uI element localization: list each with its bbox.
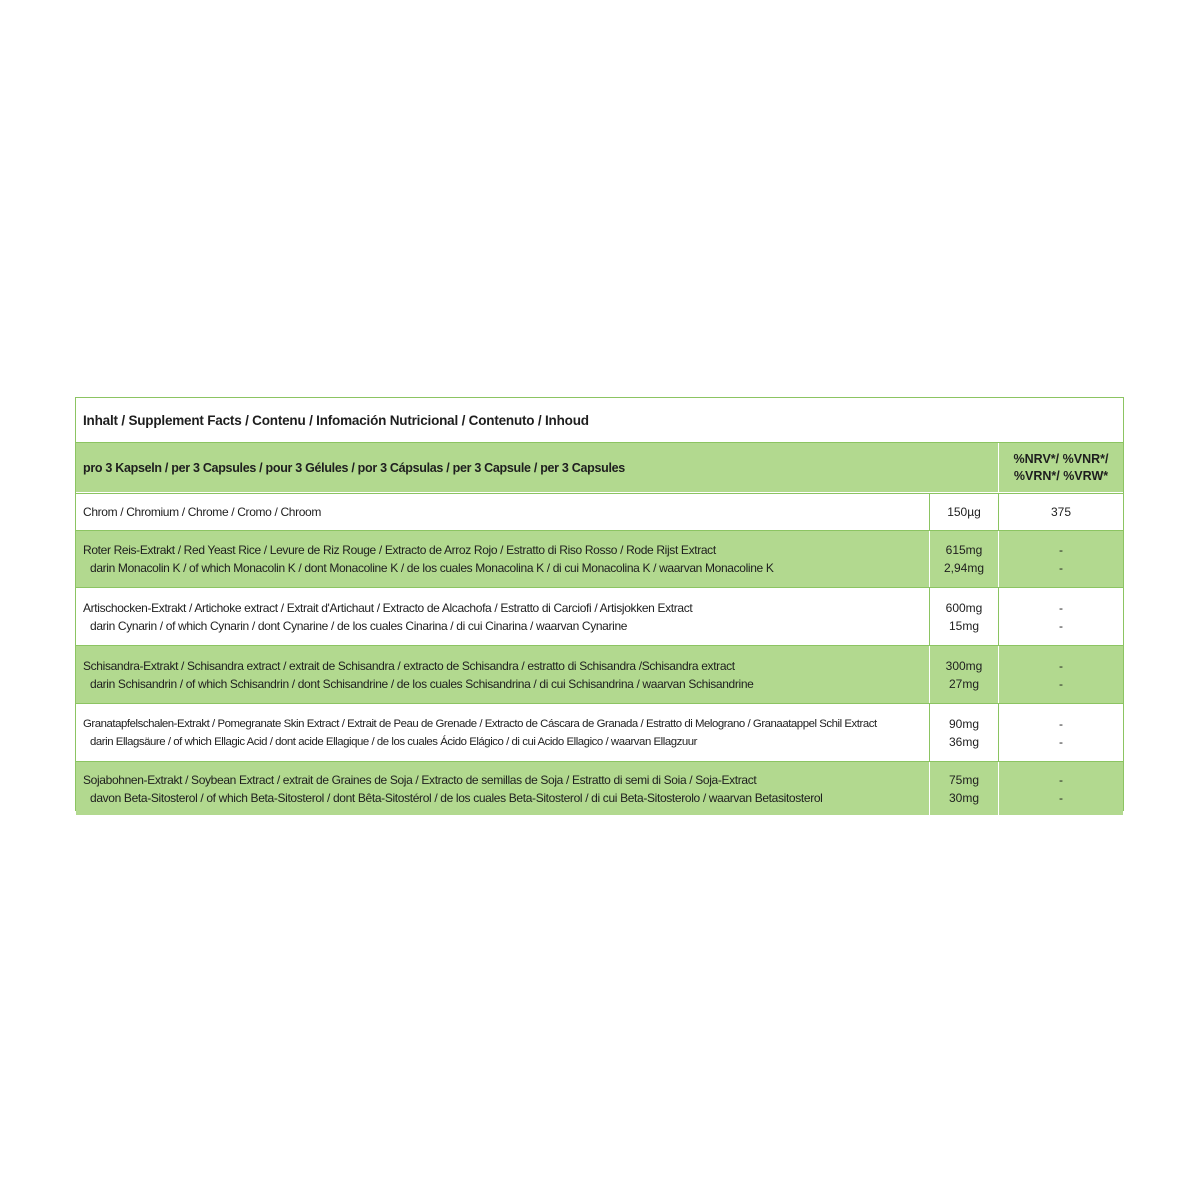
- sub-nrv-value: -: [1059, 676, 1063, 691]
- ingredient-sub-name: darin Schisandrin / of which Schisandrin / dont Schisandrine / de los cuales Schisandrina / di cui Schisandrina / waarvan Schisandrine: [90, 676, 754, 691]
- nrv-value: -: [1059, 543, 1063, 557]
- sub-nrv-value: -: [1059, 561, 1063, 575]
- table-row-artichoke: [76, 587, 1123, 645]
- table-row-pomegranate: [76, 703, 1123, 761]
- sub-amount-value: 30mg: [948, 790, 980, 805]
- ingredient-sub-name: darin Monacolin K / of which Monacolin K / dont Monacoline K / de los cuales Monacolina K / di cui Monacolina K / waarvan Monacoline K: [90, 561, 774, 575]
- sub-amount-value: 27mg: [948, 676, 980, 691]
- table-row-soybean: [76, 761, 1123, 815]
- ingredient-sub-name: darin Ellagsäure / of which Ellagic Acid / dont acide Ellagique / de los cuales Ácido Elágico / di cui Acido Ellagico / waarvan Ellagzuur: [90, 735, 697, 748]
- ingredient-name: Chrom / Chromium / Chrome / Cromo / Chroom: [83, 505, 322, 519]
- amount-value: 90mg: [948, 716, 980, 731]
- nrv-value: -: [1059, 600, 1063, 615]
- ingredient-name: Artischocken-Extrakt / Artichoke extract / Extrait d'Artichaut / Extracto de Alcachofa / Estratto di Carciofi / Artisjokken Extract: [83, 600, 693, 615]
- sub-amount-value: 2,94mg: [943, 561, 985, 575]
- nrv-value: -: [1059, 772, 1063, 787]
- ingredient-name: Roter Reis-Extrakt / Red Yeast Rice / Levure de Riz Rouge / Extracto de Arroz Rojo / Estratto di Riso Rosso / Rode Rijst Extract: [83, 543, 716, 557]
- nrv-header: [998, 443, 1123, 492]
- serving-header-row: [76, 443, 1123, 493]
- amount-value: 600mg: [945, 600, 983, 615]
- ingredient-sub-name: darin Cynarin / of which Cynarin / dont Cynarine / de los cuales Cinarina / di cui Cinarina / waarvan Cynarine: [90, 618, 628, 633]
- amount-value: 150µg: [947, 505, 981, 519]
- nrv-header-line2: %VRN*/ %VRW*: [1013, 468, 1109, 483]
- amount-value: 75mg: [948, 772, 980, 787]
- ingredient-name: Schisandra-Extrakt / Schisandra extract / extrait de Schisandra / extracto de Schisandra / estratto di Schisandra /Schisandra extract: [83, 658, 735, 673]
- sub-amount-value: 15mg: [948, 618, 980, 633]
- supplement-facts-table: [75, 397, 1124, 811]
- table-row-schisandra: [76, 645, 1123, 703]
- ingredient-name: Granatapfelschalen-Extrakt / Pomegranate Skin Extract / Extrait de Peau de Grenade / Extracto de Cáscara de Granada / Estratto di Melograno / Granaatappel Schil Extract: [83, 717, 877, 730]
- serving-size-label: pro 3 Kapseln / per 3 Capsules / pour 3 Gélules / por 3 Cápsulas / per 3 Capsule / per 3 Capsules: [83, 460, 625, 475]
- sub-nrv-value: -: [1059, 790, 1063, 805]
- sub-nrv-value: -: [1059, 618, 1063, 633]
- ingredient-sub-name: davon Beta-Sitosterol / of which Beta-Sitosterol / dont Bêta-Sitostérol / de los cuales Beta-Sitosterol / di cui Beta-Sitosterolo / waarvan Betasitosterol: [90, 790, 823, 805]
- sub-nrv-value: -: [1059, 734, 1063, 749]
- table-row-chromium: [76, 493, 1123, 530]
- ingredient-name: Sojabohnen-Extrakt / Soybean Extract / extrait de Graines de Soja / Extracto de semillas de Soja / Estratto di semi di Soia / Soja-Extract: [83, 772, 757, 787]
- amount-value: 300mg: [945, 658, 983, 673]
- nrv-header-line1: %NRV*/ %VNR*/: [1013, 451, 1109, 466]
- nrv-value: -: [1059, 658, 1063, 673]
- amount-value: 615mg: [945, 543, 983, 557]
- table-title: Inhalt / Supplement Facts / Contenu / Infomación Nutricional / Contenuto / Inhoud: [76, 398, 1123, 443]
- nrv-value: 375: [1050, 505, 1072, 519]
- table-row-red-yeast-rice: [76, 530, 1123, 587]
- nrv-value: -: [1059, 716, 1063, 731]
- sub-amount-value: 36mg: [948, 734, 980, 749]
